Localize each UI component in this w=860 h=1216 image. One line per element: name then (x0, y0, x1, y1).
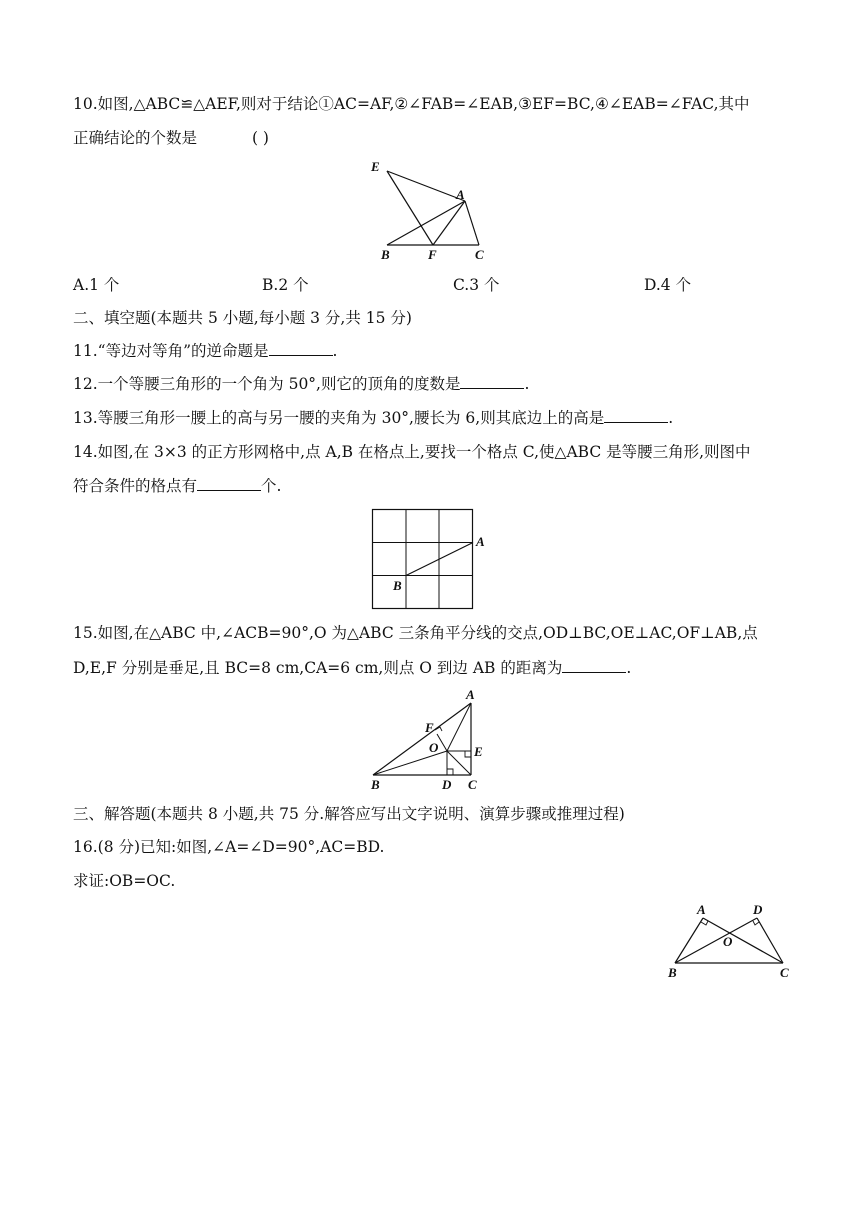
q15-label-b: B (371, 777, 380, 792)
q13-text: 13.等腰三角形一腰上的高与另一腰的夹角为 30°,腰长为 6,则其底边上的高是 (73, 409, 605, 427)
q15-answer-blank (562, 658, 626, 673)
q14-answer-blank (197, 476, 261, 491)
q15-stem-line1: 15.如图,在△ABC 中,∠ACB=90°,O 为△ABC 三条角平分线的交点,OD⊥BC,OE⊥AC,OF⊥AB,点 (73, 624, 758, 642)
q12 (73, 373, 529, 395)
q16-prove: 求证:OB=OC. (73, 872, 176, 890)
q15-label-o: O (429, 740, 439, 755)
q16-given: 16.(8 分)已知:如图,∠A=∠D=90°,AC=BD. (73, 838, 385, 856)
q14-text: 符合条件的格点有 (73, 477, 198, 495)
q16-label-d: D (753, 902, 763, 917)
q16-label-c: C (780, 965, 789, 980)
q15-text: D,E,F 分别是垂足,且 BC=8 cm,CA=6 cm,则点 O 到边 AB 的距离为 (73, 659, 563, 677)
q10-label-f: F (428, 247, 437, 262)
q10-option-b: B.2 个 (262, 276, 309, 294)
q11-text: 11.“等边对等角”的逆命题是 (73, 342, 269, 360)
q10-option-c: C.3 个 (453, 276, 500, 294)
q10-label-a: A (456, 187, 465, 202)
q14-stem-line2 (73, 475, 281, 497)
q15-label-c: C (468, 777, 477, 792)
q15-end: . (626, 659, 632, 677)
q11-answer-blank (269, 341, 333, 356)
q12-answer-blank (460, 374, 524, 389)
q10-option-d: D.4 个 (644, 276, 692, 294)
q10-stem-line2 (73, 127, 269, 149)
q13-answer-blank (604, 408, 668, 423)
q15-label-e: E (474, 744, 483, 759)
q15-label-f: F (425, 720, 434, 735)
q15-label-d: D (442, 777, 452, 792)
q14-end: 个. (261, 477, 282, 495)
q14-grid-figure (372, 509, 502, 611)
q14-label-a: A (476, 534, 485, 549)
q16-label-o: O (723, 934, 733, 949)
q10-option-a: A.1 个 (73, 276, 120, 294)
q10-label-b: B (381, 247, 390, 262)
q13-end: . (668, 409, 674, 427)
q10-answer-paren: ( ) (251, 129, 269, 147)
q10-stem-line1: 10.如图,△ABC≌△AEF,则对于结论①AC=AF,②∠FAB=∠EAB,③EF=BC,④∠EAB=∠FAC,其中 (73, 95, 750, 113)
q16-figure (665, 900, 795, 982)
q16-label-b: B (668, 965, 677, 980)
section2-heading: 二、填空题(本题共 5 小题,每小题 3 分,共 15 分) (73, 309, 412, 327)
q11-end: . (332, 342, 338, 360)
q16-label-a: A (697, 902, 706, 917)
q14-stem-line1: 14.如图,在 3×3 的正方形网格中,点 A,B 在格点上,要找一个格点 C,使△ABC 是等腰三角形,则图中 (73, 443, 751, 461)
q11 (73, 340, 337, 362)
q10-figure (365, 155, 495, 265)
q10-stem-text: 正确结论的个数是 (73, 129, 198, 147)
q10-label-e: E (371, 159, 380, 174)
q15-stem-line2 (73, 657, 631, 679)
q13 (73, 407, 673, 429)
q15-label-a: A (466, 687, 475, 702)
section3-heading: 三、解答题(本题共 8 小题,共 75 分.解答应写出文字说明、演算步骤或推理过程) (73, 805, 625, 823)
q12-end: . (524, 375, 530, 393)
q10-label-c: C (475, 247, 484, 262)
q12-text: 12.一个等腰三角形的一个角为 50°,则它的顶角的度数是 (73, 375, 461, 393)
q15-figure (365, 685, 500, 795)
q14-label-b: B (393, 578, 402, 593)
